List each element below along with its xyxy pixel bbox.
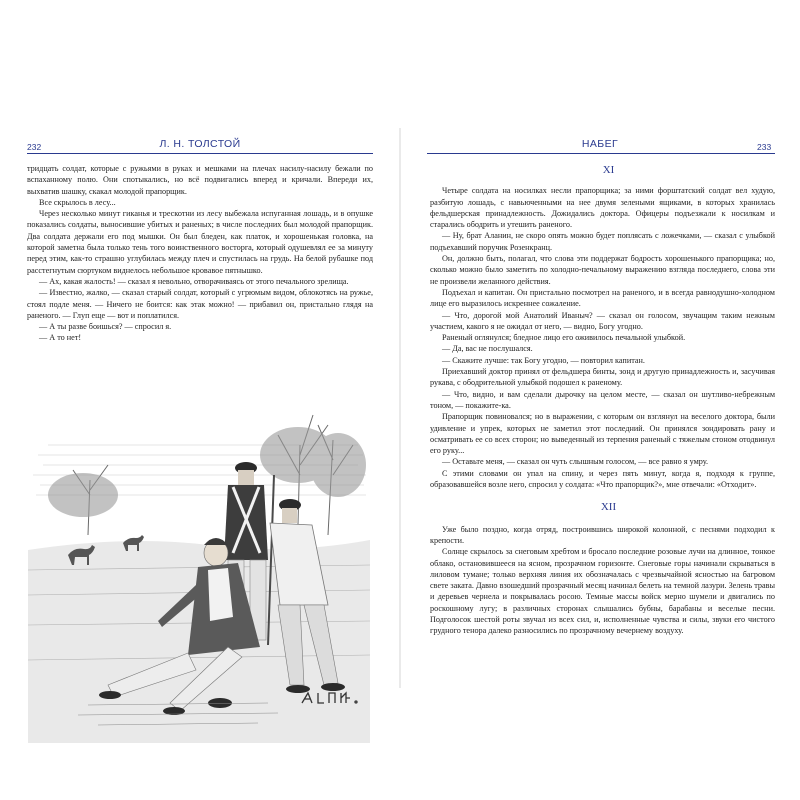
left-header-rule bbox=[27, 153, 373, 154]
right-page bbox=[400, 0, 800, 800]
chapter-heading-xii: XII bbox=[600, 501, 617, 514]
paragraph: Уже было поздно, когда отряд, построившись широкой колонной, с песнями подходил к крепости. bbox=[430, 524, 775, 545]
paragraph: тридцать солдат, которые с ружьями в руках и мешками на плечах насилу-насилу бежали по вспаханному полю. Они спотыкались, но всё подвигались вперед и кричали. Впереди их, выхватив шашку, скакал молодой прапорщик. bbox=[27, 164, 373, 196]
paragraph: Прапорщик повиновался; но в выражении, с которым он взглянул на веселого доктора, были удивление и упрек, которых не заметил этот последний. Он принялся зондировать рану и осматривать ее со всех сторон; но выведенный из терпения раненый с тяжелым стоном отодвинул его руку... bbox=[430, 412, 775, 456]
left-running-head: Л. Н. ТОЛСТОЙ bbox=[159, 138, 241, 150]
chapter-heading-xi: XI bbox=[602, 164, 615, 176]
paragraph: — А то нет! bbox=[39, 333, 82, 343]
right-page-text bbox=[430, 165, 775, 637]
paragraph: — Да, вас не послушался. bbox=[442, 344, 533, 354]
paragraph: Раненый оглянулся; бледное лицо его оживилось печальной улыбкой. bbox=[442, 333, 686, 343]
paragraph: — Что, дорогой мой Анатолий Иваныч? — сказал он голосом, звучащим таким нежным участием, какого я не ожидал от него, — видно, Богу угодно. bbox=[430, 310, 775, 331]
signature-mark bbox=[298, 691, 362, 705]
paragraph: Он, должно быть, полагал, что слова эти поддержат бодрость хорошенького прапорщика; но, сколько можно было заметить по холодно-печальному выражению взгляда последнего, слова эти не произвели желанного действия. bbox=[430, 254, 775, 286]
paragraph: Четыре солдата на носилках несли прапорщика; за ними форштатский солдат вел худую, разбитую лошадь, с навьюченными на нее двумя зелеными ящиками, в которых хранилась фельдшерская принадлежность. Дожидались доктора. Офицеры подъезжали к носилкам и старались ободрить и утешить раненого. bbox=[430, 186, 775, 230]
paragraph: — А ты разве боишься? — спросил я. bbox=[39, 322, 172, 332]
right-running-head: НАБЕГ bbox=[581, 138, 619, 150]
left-page-number: 232 bbox=[27, 142, 42, 152]
artist-signature bbox=[298, 691, 362, 705]
paragraph: С этими словами он упал на спину, и через пять минут, когда я, подходя к группе, образовавшейся возле него, спросил у солдата: «Что прапорщик?», мне отвечали: «Отходит». bbox=[430, 468, 775, 490]
paragraph: — Скажите лучше: так Богу угодно, — повторил капитан. bbox=[442, 355, 645, 365]
soldiers-carrying-wounded-illustration bbox=[28, 385, 370, 743]
left-page-text bbox=[27, 163, 373, 344]
paragraph: Все скрылось в лесу... bbox=[39, 197, 116, 207]
paragraph: Подъехал и капитан. Он пристально посмотрел на раненого, и в всегда равнодушно-холодном лице его выразилось искреннее сожаление. bbox=[430, 287, 775, 309]
paragraph: — Что, видно, и вам сделали дырочку на целом месте, — сказал он шутливо-небрежным тоном, — покажите-ка. bbox=[430, 389, 775, 410]
right-header-rule bbox=[427, 153, 775, 154]
right-page-number: 233 bbox=[757, 142, 772, 152]
paragraph: — Известно, жалко, — сказал старый солдат, который с угрюмым видом, облокотясь на ружье, стоял подле меня. — Ничего не боится: как этак можно! — прибавил он, пристально глядя на раненого. — Глуп еще — вот и поплатился. bbox=[27, 288, 373, 320]
wounded-ensign-illustration bbox=[28, 385, 370, 743]
paragraph: Солнце скрылось за снеговым хребтом и бросало последние розовые лучи на длинное, тонкое облако, остановившееся на ясном, прозрачном горизонте. Снеговые горы начинали скрываться в лиловом тумане; только верхняя линия их обозначалась с чрезвычайной ясностью на багровом свете заката. Давно взошедший прозрачный месяц начинал белеть на темной лазури. Зелень травы и деревьев чернела и покрывалась росою. Темные массы войск мерно шумели и двигались по роскошному лугу; в различных сторонах слышались бубны, барабаны и веселые песни. Подголосок шестой роты звучал из всех сил, и, исполненные чувства и силы, звуки его чистого грудного тенора далеко разносились по прозрачному вечернему воздуху. bbox=[430, 547, 775, 636]
paragraph: — Ну, брат Аланин, не скоро опять можно будет поплясать с ложечками, — сказал с улыбкой подъехавший поручик Розенкранц. bbox=[430, 231, 775, 252]
paragraph: Через несколько минут гиканья и трескотни из лесу выбежала испуганная лошадь, и в опушке показались солдаты, выносившие убитых и раненых; в числе последних был молодой прапорщик. Два солдата держали его под мышки. Он был бледен, как платок, и хорошенькая головка, на которой заметна была только тень того воинственного восторга, который одушевлял ее за минуту перед этим, как-то страшно углубилась между плеч и спустилась на грудь. На белой рубашке под расстегнутым сюртуком виднелось небольшое кровавое пятнышко. bbox=[27, 209, 373, 275]
paragraph: — Ах, какая жалость! — сказал я невольно, отворачиваясь от этого печального зрелища. bbox=[39, 276, 349, 286]
paragraph: — Оставьте меня, — сказал он чуть слышным голосом, — все равно я умру. bbox=[442, 457, 709, 467]
paragraph: Приехавший доктор принял от фельдшера бинты, зонд и другую принадлежность и, засучивая рукава, с ободрительной улыбкой подошел к раненому. bbox=[430, 367, 775, 388]
